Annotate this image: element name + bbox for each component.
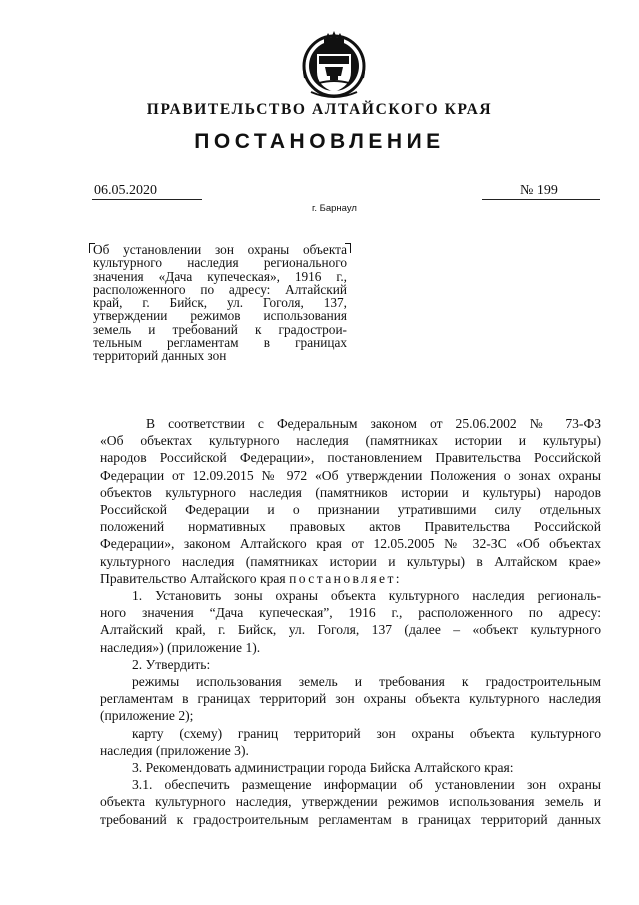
body-line: карту (схему) границ территорий зон охраны объекта культурного	[132, 725, 601, 741]
preamble-government: Правительство Алтайского края	[100, 570, 290, 586]
body-line: В соответствии с Федеральным законом от 25.06.2002 № 73-ФЗ	[146, 416, 601, 431]
body-line: Российской Федерации и о признании утратившими силу отдельных	[100, 502, 601, 518]
subject-line: значения «Дача купеческая», 1916 г.,	[93, 268, 347, 284]
body-line: Федерации от 12.09.2015 № 972 «Об утверждении Положения о зонах охраны	[100, 467, 601, 483]
document-subject	[93, 243, 347, 363]
body-line: объекта культурного наследия, утверждении режимов использования земель и	[100, 794, 601, 810]
subject-line: утверждении режимов использования	[93, 308, 347, 324]
body-line: ного значения “Дача купеческая”, 1916 г., расположенного по адресу:	[100, 605, 601, 621]
government-title: ПРАВИТЕЛЬСТВО АЛТАЙСКОГО КРАЯ	[146, 101, 493, 118]
document-city: г. Барнаул	[312, 203, 357, 214]
body-line: регламентам в границах территорий зон охраны объекта культурного наследия	[100, 691, 601, 707]
body-line: 2. Утвердить:	[132, 656, 211, 672]
body-line: культурного наследия (памятниках истории и культуры) в Алтайском крае»	[100, 553, 601, 569]
altai-krai-coat-of-arms-icon	[297, 26, 371, 102]
body-line: наследия») (приложение 1).	[100, 639, 261, 655]
subject-line: земель и требований к градострои-	[93, 321, 347, 337]
resolves-word: постановляет:	[289, 570, 402, 586]
subject-line: расположенного по адресу: Алтайский	[93, 281, 347, 297]
body-line	[100, 570, 601, 587]
body-line: (приложение 2);	[100, 708, 194, 724]
subject-line: территорий данных зон	[93, 348, 227, 364]
body-line: 3.1. обеспечить размещение информации об установлении зон охраны	[132, 777, 601, 793]
body-line: Алтайский край, г. Бийск, ул. Гоголя, 137 (далее – «объект культурного	[100, 622, 601, 638]
subject-line: Об установлении зон охраны объекта	[93, 242, 347, 257]
document-number: № 199	[482, 182, 600, 200]
body-line: Федерации», законом Алтайского края от 12.05.2005 № 32-ЗС «Об объектах	[100, 536, 601, 552]
document-body	[100, 415, 601, 828]
body-line: 1. Установить зоны охраны объекта культурного наследия региональ-	[132, 588, 601, 604]
body-line: наследия (приложение 3).	[100, 742, 249, 758]
document-type-title: ПОСТАНОВЛЕНИЕ	[194, 130, 445, 153]
subject-line: край, г. Бийск, ул. Гоголя, 137,	[93, 295, 347, 311]
body-line: «Об объектах культурного наследия (памятниках истории и культуры)	[100, 433, 601, 449]
document-date: 06.05.2020	[92, 182, 202, 200]
body-line: положений нормативных правовых актов Правительства Российской	[100, 519, 601, 535]
subject-line: культурного наследия регионального	[93, 255, 347, 271]
body-line: требований к градостроительным регламентам в границах территорий данных	[100, 811, 601, 827]
subject-line: тельным регламентам в границах	[93, 335, 347, 351]
body-line: объектов культурного наследия (памятников истории и культуры) народов	[100, 484, 601, 500]
body-line: режимы использования земель и требования к градостроительным	[132, 674, 601, 690]
body-line: 3. Рекомендовать администрации города Бийска Алтайского края:	[132, 760, 514, 776]
body-line: народов Российской Федерации», постановлением Правительства Российской	[100, 450, 601, 466]
